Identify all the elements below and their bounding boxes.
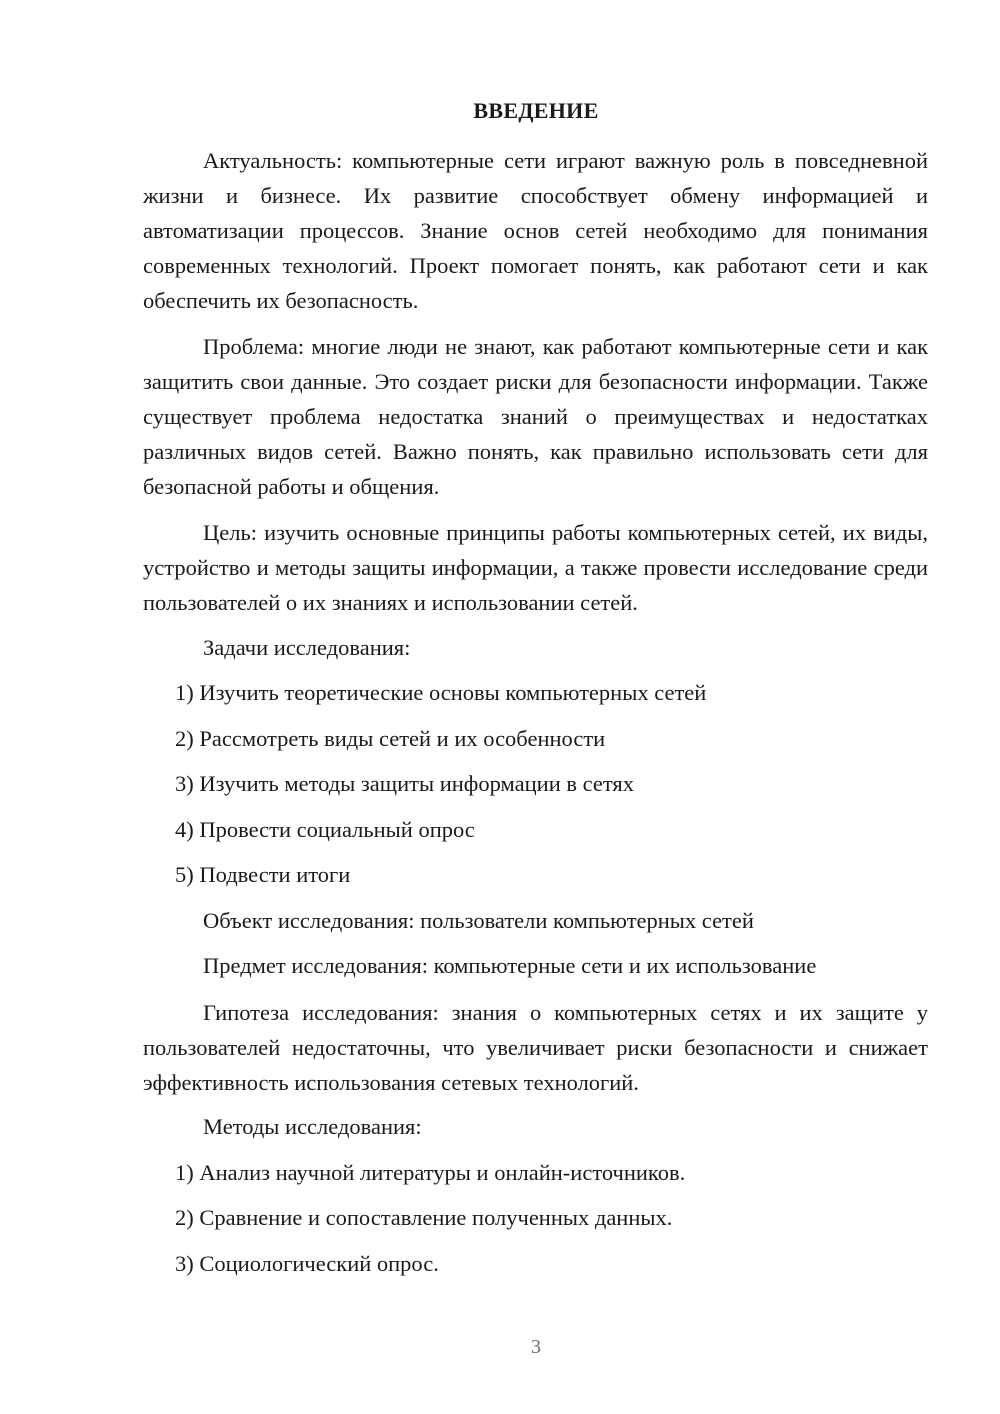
goal-paragraph: Цель: изучить основные принципы работы компьютерных сетей, их виды, устройство и методы защиты информации, а также провести исследование среди пользователей о их знаниях и использовании сетей.: [143, 520, 928, 615]
methods-heading: Методы исследования:: [203, 1114, 422, 1139]
hypothesis-paragraph: Гипотеза исследования: знания о компьютерных сетях и их защите у пользователей недостаточны, что увеличивает риски безопасности и снижает эффективность использования сетевых технологий.: [143, 1000, 928, 1095]
method-item: 3) Социологический опрос.: [175, 1251, 439, 1276]
task-item: 2) Рассмотреть виды сетей и их особенности: [175, 726, 606, 751]
task-item: 4) Провести социальный опрос: [175, 817, 475, 842]
subject-line: Предмет исследования: компьютерные сети и их использование: [203, 953, 817, 978]
tasks-heading: Задачи исследования:: [203, 635, 411, 660]
task-item: 5) Подвести итоги: [175, 862, 351, 887]
task-item: 1) Изучить теоретические основы компьютерных сетей: [175, 680, 707, 705]
relevance-paragraph: Актуальность: компьютерные сети играют важную роль в повседневной жизни и бизнесе. Их развитие способствует обмену информацией и автоматизации процессов. Знание основ сетей необходимо для понимания современных технологий. Проект помогает понять, как работают сети и как обеспечить их безопасность.: [143, 148, 928, 313]
page-number: 3: [531, 1336, 541, 1358]
task-item: 3) Изучить методы защиты информации в сетях: [175, 771, 634, 796]
page-title: ВВЕДЕНИЕ: [473, 98, 599, 123]
problem-paragraph: Проблема: многие люди не знают, как работают компьютерные сети и как защитить свои данные. Это создает риски для безопасности информации. Также существует проблема недостатка знаний о преимуществах и недостатках различных видов сетей. Важно понять, как правильно использовать сети для безопасной работы и общения.: [143, 334, 928, 499]
object-line: Объект исследования: пользователи компьютерных сетей: [203, 908, 754, 933]
method-item: 1) Анализ научной литературы и онлайн-источников.: [175, 1160, 686, 1185]
method-item: 2) Сравнение и сопоставление полученных данных.: [175, 1205, 673, 1230]
